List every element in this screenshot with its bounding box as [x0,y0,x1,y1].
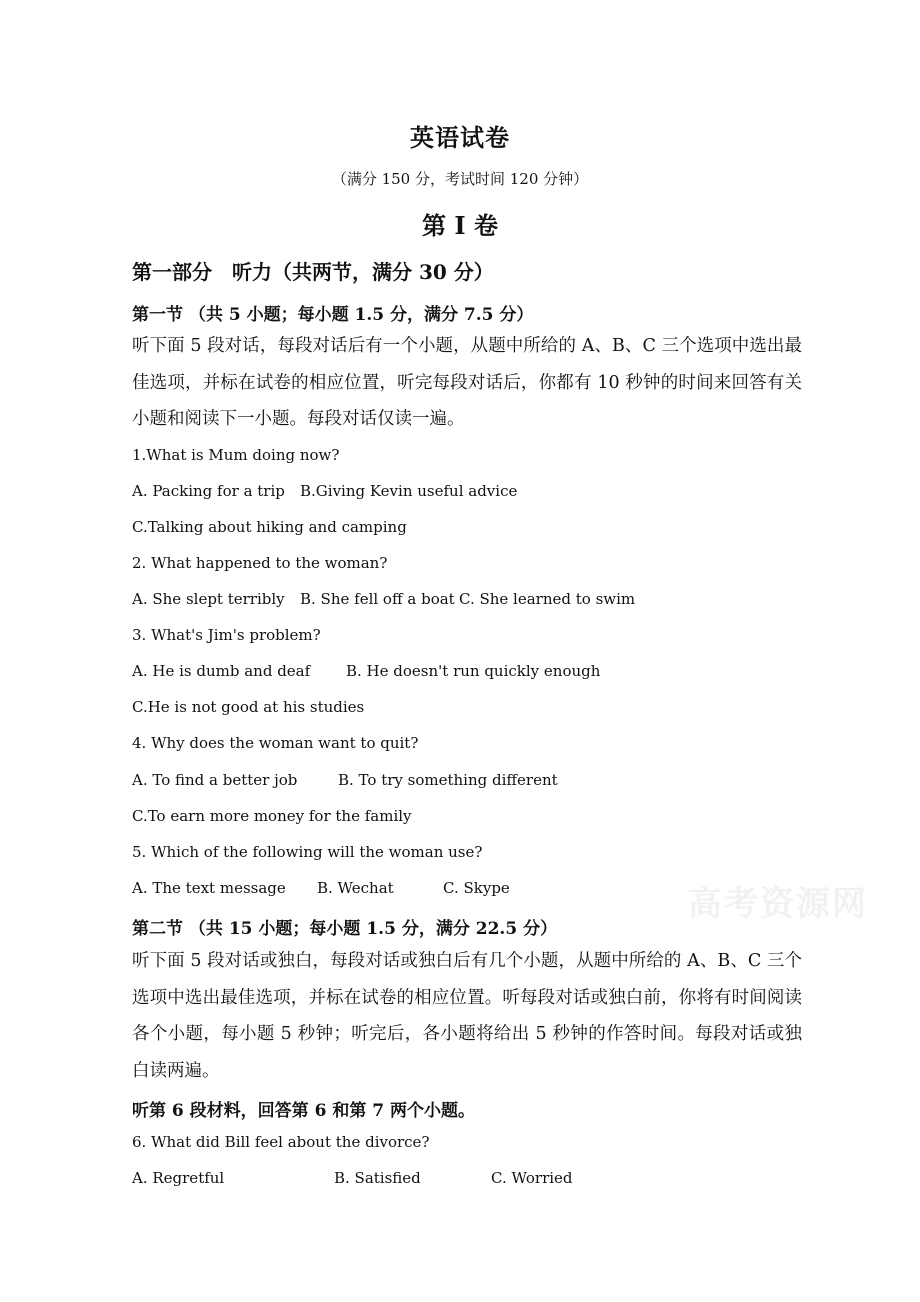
section2-heading: 第二节 （共 15 小题；每小题 1.5 分，满分 22.5 分） [132,919,558,939]
question-6: 6. What did Bill feel about the divorce? [132,1133,430,1151]
question-2-option-b: B. She fell off a boat [300,590,455,608]
question-1-option-c: C.Talking about hiking and camping [132,518,407,536]
watermark: 高考资源网 [688,884,868,924]
question-4-option-b: B. To try something different [338,771,558,789]
part1-heading: 第一部分 听力（共两节，满分 30 分） [132,260,494,284]
question-1-option-a: A. Packing for a trip [132,482,285,500]
question-5: 5. Which of the following will the woman use? [132,843,483,861]
exam-title: 英语试卷 [410,123,510,152]
section2-instructions: 听下面 5 段对话或独白，每段对话或独白后有几个小题，从题中所给的 A、B、C 三个选项中选出最佳选项，并标在试卷的相应位置。听每段对话或独白前，你将有时间阅读各个小题，每小题 5 秒钟；听完后，各小题将给出 5 秒钟的作答时间。每段对话或独白读两遍。 [132,951,802,1081]
exam-subtitle: （满分 150 分，考试时间 120 分钟） [331,170,589,188]
question-6-option-c: C. Worried [491,1169,573,1187]
section1-heading: 第一节 （共 5 小题；每小题 1.5 分，满分 7.5 分） [132,305,534,325]
volume-heading: 第 I 卷 [422,211,498,240]
question-3-option-b: B. He doesn't run quickly enough [346,662,601,680]
section1-instructions: 听下面 5 段对话，每段对话后有一个小题，从题中所给的 A、B、C 三个选项中选出最佳选项，并标在试卷的相应位置，听完每段对话后，你都有 10 秒钟的时间来回答有关小题和阅读下一小题。每段对话仅读一遍。 [132,336,802,429]
question-5-option-a: A. The text message [132,879,286,897]
question-6-option-a: A. Regretful [132,1169,225,1187]
question-3-option-c: C.He is not good at his studies [132,698,365,716]
question-1-option-b: B.Giving Kevin useful advice [300,482,518,500]
question-1: 1.What is Mum doing now? [132,446,340,464]
question-4-option-c: C.To earn more money for the family [132,807,412,825]
question-6-option-b: B. Satisfied [334,1169,421,1187]
question-2-option-a: A. She slept terribly [132,590,285,608]
question-5-option-c: C. Skype [443,879,510,897]
question-4: 4. Why does the woman want to quit? [132,734,419,752]
question-2: 2. What happened to the woman? [132,554,388,572]
question-5-option-b: B. Wechat [317,879,394,897]
question-2-option-c: C. She learned to swim [459,590,636,608]
question-4-option-a: A. To find a better job [132,771,298,789]
question-3-option-a: A. He is dumb and deaf [132,662,311,680]
material-6-heading: 听第 6 段材料，回答第 6 和第 7 两个小题。 [132,1101,475,1121]
question-3: 3. What's Jim's problem? [132,626,321,644]
